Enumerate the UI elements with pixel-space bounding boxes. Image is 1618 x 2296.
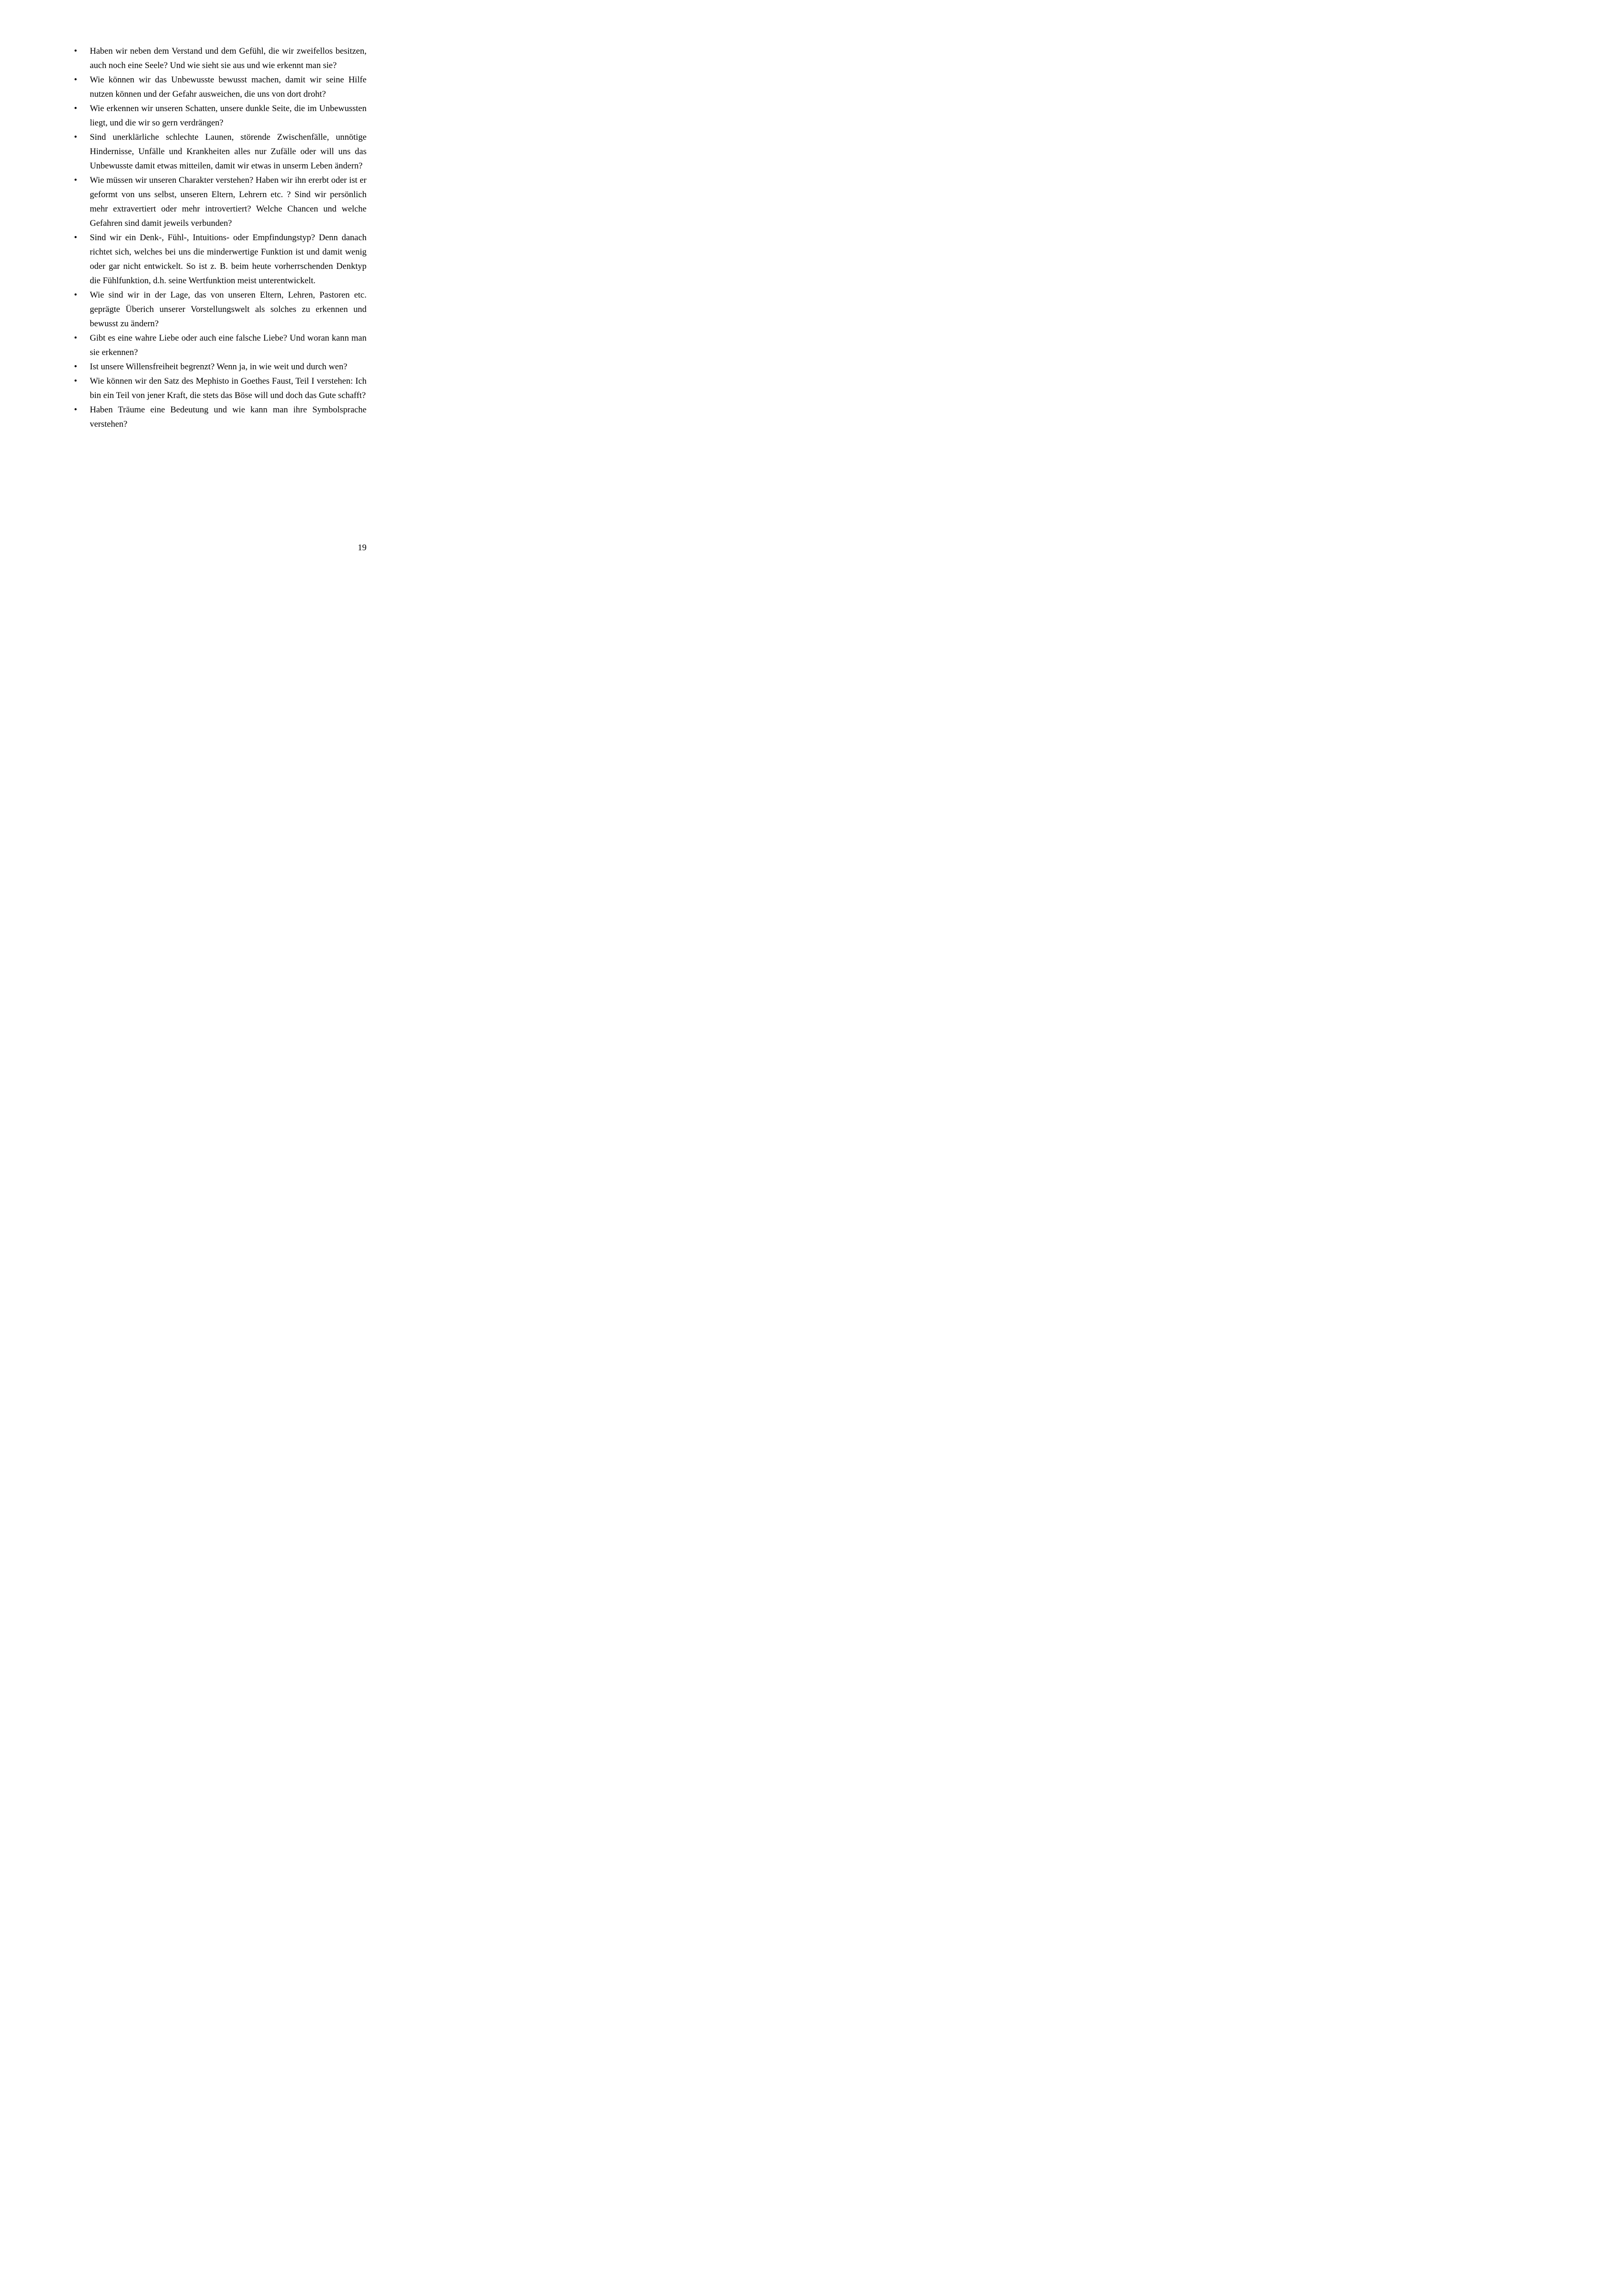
bullet-list xyxy=(74,44,367,431)
page-number: 19 xyxy=(358,543,367,553)
list-item xyxy=(74,101,367,130)
list-item xyxy=(74,130,367,173)
bullet-text: Sind unerklärliche schlechte Launen, störende Zwischenfälle, unnötige Hindernisse, Unfälle und Krankheiten alles nur Zufälle oder will uns das Unbewusste damit etwas mitteilen, damit wir etwas in unserm Leben ändern? xyxy=(90,132,367,171)
bullet-text: Ist unsere Willensfreiheit begrenzt? Wenn ja, in wie weit und durch wen? xyxy=(90,362,348,372)
list-item xyxy=(74,73,367,101)
bullet-icon: • xyxy=(74,75,77,85)
document-page xyxy=(0,0,404,574)
bullet-icon: • xyxy=(74,376,77,386)
bullet-icon: • xyxy=(74,405,77,415)
bullet-text: Wie müssen wir unseren Charakter verstehen? Haben wir ihn ererbt oder ist er geformt von uns selbst, unseren Eltern, Lehrern etc. ? Sind wir persönlich mehr extravertiert oder mehr introvertiert? Welche Chancen und welche Gefahren sind damit jeweils verbunden? xyxy=(90,175,367,228)
bullet-text: Wie können wir den Satz des Mephisto in Goethes Faust, Teil I verstehen: Ich bin ein Teil von jener Kraft, die stets das Böse will und doch das Gute schafft? xyxy=(90,376,367,400)
bullet-text: Sind wir ein Denk-, Fühl-, Intuitions- oder Empfindungstyp? Denn danach richtet sich, welches bei uns die minderwertige Funktion ist und damit wenig oder gar nicht entwickelt. So ist z. B. beim heute vorherrschenden Denktyp die Fühlfunktion, d.h. seine Wertfunktion meist unterentwickelt. xyxy=(90,233,367,286)
bullet-text: Haben wir neben dem Verstand und dem Gefühl, die wir zweifellos besitzen, auch noch eine Seele? Und wie sieht sie aus und wie erkennt man sie? xyxy=(90,46,367,70)
bullet-icon: • xyxy=(74,132,77,142)
bullet-icon: • xyxy=(74,104,77,113)
bullet-icon: • xyxy=(74,46,77,56)
bullet-text: Wie sind wir in der Lage, das von unseren Eltern, Lehren, Pastoren etc. geprägte Überich unserer Vorstellungswelt als solches zu erkennen und bewusst zu ändern? xyxy=(90,290,367,329)
list-item xyxy=(74,374,367,403)
bullet-icon: • xyxy=(74,175,77,185)
list-item xyxy=(74,403,367,431)
list-item xyxy=(74,360,367,374)
list-item xyxy=(74,288,367,331)
bullet-icon: • xyxy=(74,333,77,343)
list-item xyxy=(74,331,367,360)
list-item xyxy=(74,173,367,230)
bullet-text: Haben Träume eine Bedeutung und wie kann man ihre Symbolsprache verstehen? xyxy=(90,405,367,429)
list-item xyxy=(74,230,367,288)
bullet-text: Gibt es eine wahre Liebe oder auch eine falsche Liebe? Und woran kann man sie erkennen? xyxy=(90,333,367,357)
bullet-text: Wie können wir das Unbewusste bewusst machen, damit wir seine Hilfe nutzen können und der Gefahr ausweichen, die uns von dort droht? xyxy=(90,75,367,99)
bullet-icon: • xyxy=(74,290,77,300)
bullet-icon: • xyxy=(74,362,77,372)
bullet-icon: • xyxy=(74,233,77,243)
list-item xyxy=(74,44,367,73)
bullet-text: Wie erkennen wir unseren Schatten, unsere dunkle Seite, die im Unbewussten liegt, und die wir so gern verdrängen? xyxy=(90,104,367,128)
text-block xyxy=(74,44,367,431)
